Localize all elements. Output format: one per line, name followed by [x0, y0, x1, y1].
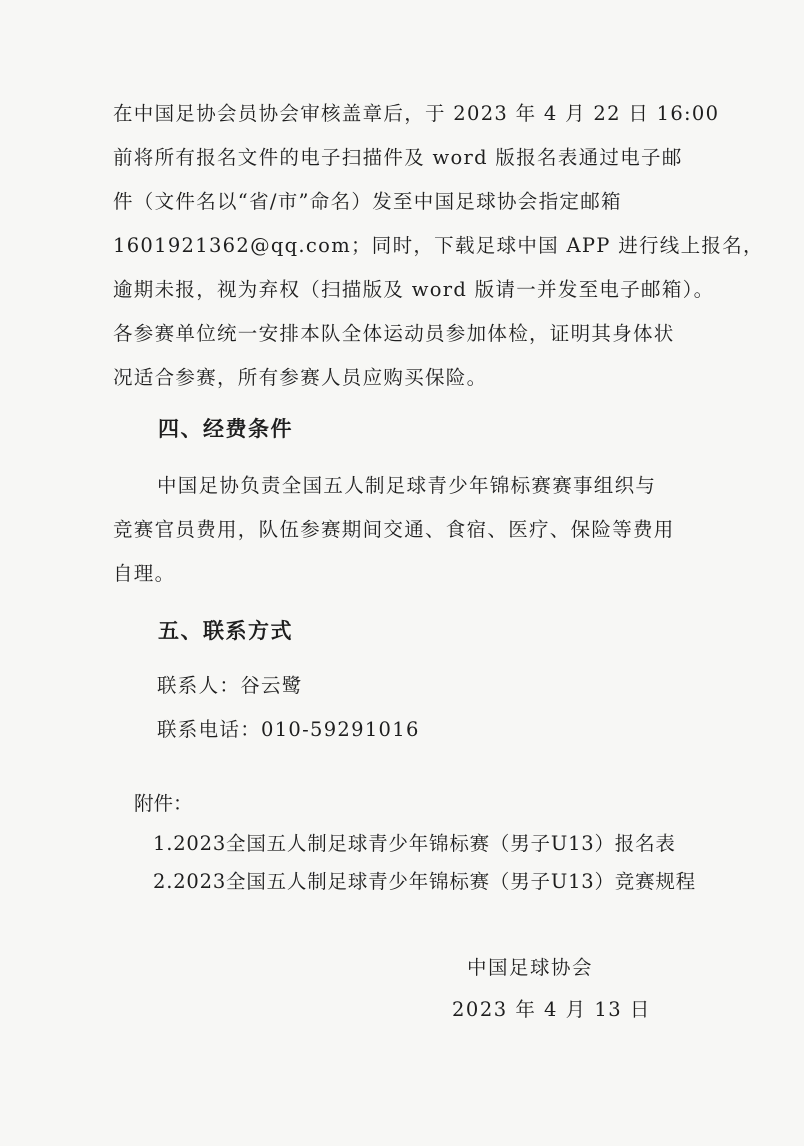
section4-line-1: 中国足协负责全国五人制足球青少年锦标赛赛事组织与: [157, 474, 657, 497]
registration-line-2: 前将所有报名文件的电子扫描件及 word 版报名表通过电子邮: [113, 146, 683, 169]
signature-date: 2023 年 4 月 13 日: [452, 998, 651, 1021]
registration-line-3: 件（文件名以“省/市”命名）发至中国足球协会指定邮箱: [113, 190, 622, 213]
signature-organization: 中国足球协会: [467, 956, 594, 979]
registration-line-7: 况适合参赛，所有参赛人员应购买保险。: [113, 366, 488, 389]
contact-person: 联系人：谷云鹭: [157, 674, 303, 697]
section4-line-2: 竞赛官员费用，队伍参赛期间交通、食宿、医疗、保险等费用: [113, 518, 675, 541]
registration-line-4: 1601921362@qq.com；同时，下载足球中国 APP 进行线上报名，: [113, 234, 764, 257]
section4-line-3: 自理。: [113, 562, 176, 585]
attachments-label: 附件：: [134, 792, 193, 815]
section5-heading: 五、联系方式: [158, 619, 293, 643]
attachment-item-2: 2.2023全国五人制足球青少年锦标赛（男子U13）竞赛规程: [153, 870, 696, 893]
contact-phone: 联系电话：010-59291016: [157, 718, 420, 741]
attachment-item-1: 1.2023全国五人制足球青少年锦标赛（男子U13）报名表: [153, 832, 676, 855]
registration-line-6: 各参赛单位统一安排本队全体运动员参加体检，证明其身体状: [113, 322, 675, 345]
registration-line-1: 在中国足协会员协会审核盖章后，于 2023 年 4 月 22 日 16:00: [113, 102, 720, 125]
section4-heading: 四、经费条件: [158, 417, 293, 441]
registration-line-5: 逾期未报，视为弃权（扫描版及 word 版请一并发至电子邮箱）。: [113, 278, 715, 301]
